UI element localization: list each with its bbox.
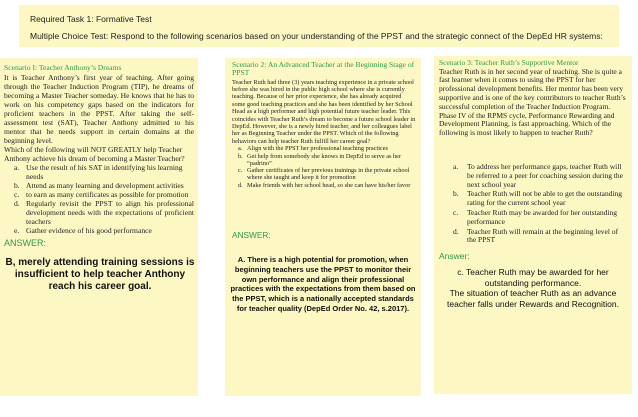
option-text: Gather certificates of her previous trainings in the private school where she taught and keep it for promotion: [247, 167, 410, 182]
option-letter: c.: [453, 207, 459, 217]
option-list: [232, 145, 416, 189]
option-item[interactable]: [4, 181, 194, 190]
option-letter: e.: [14, 226, 20, 235]
task-title: Required Task 1: Formative Test: [30, 14, 152, 24]
task-header: [19, 5, 619, 47]
answer-label: ANSWER:: [4, 238, 47, 248]
answer-label: Answer:: [439, 251, 470, 261]
option-list: [439, 163, 628, 246]
scenario-body: It is Teacher Anthony’s first year of teaching. After going through the Teacher Induction Program (TIP), he dreams of becoming a Master Teacher someday. He knows that he has to work on his competency gaps based on the indicators for proficient teachers in the PPST. After taking the self-assessment test (SAT), Teacher Anthony admitted to his mentor that he needs support in certain domains at the beginning level.: [4, 73, 194, 145]
option-letter: d.: [238, 181, 243, 189]
option-letter: a.: [14, 163, 20, 172]
option-text: to earn as many certificates as possible for promotion: [26, 190, 189, 199]
answer-text: B, merely attending training sessions is insufficient to help teacher Anthony reach his career goal.: [5, 257, 195, 292]
option-text: To address her performance gaps, teacher Ruth will be referred to a peer for coaching session during the next school year: [467, 162, 623, 189]
option-item[interactable]: [4, 163, 194, 181]
answer-text: c. Teacher Ruth may be awarded for her outstanding performance. The situation of teacher Ruth as an advance teacher falls under Rewards and Recognition.: [447, 267, 619, 309]
option-letter: c.: [14, 190, 20, 199]
scenario-question: Which of the following will NOT GREATLY help Teacher Anthony achieve his dream of becoming a Master Teacher?: [4, 145, 185, 163]
option-letter: d.: [14, 199, 20, 208]
option-text: Regularly revisit the PPST to align his professional development needs with the expectations of proficient teachers: [26, 199, 194, 226]
scenario-title: Scenario I: Teacher Anthony’s Dreams: [4, 63, 122, 72]
scenario-card-1: [0, 58, 198, 396]
option-text: Attend as many learning and development activities: [26, 181, 184, 190]
option-item[interactable]: [4, 226, 194, 235]
option-item[interactable]: [232, 182, 416, 189]
task-description: Multiple Choice Test: Respond to the following scenarios based on your understanding of the PPST and the strategic connect of the DepEd HR systems:: [30, 31, 603, 41]
option-item[interactable]: [4, 190, 194, 199]
answer-label: ANSWER:: [232, 230, 271, 240]
scenario-title: Scenario 3: Teacher Ruth’s Supportive Mentor: [439, 58, 579, 67]
option-text: Align with the PPST her professional teaching practices: [247, 145, 389, 153]
option-text: Teacher Ruth will not be able to get the outstanding rating for the current school year: [467, 189, 623, 208]
option-list: [4, 163, 194, 235]
option-text: Get help from somebody she knows in DepEd to serve as her “padrino”: [247, 152, 402, 167]
option-text: Teacher Ruth will remain at the beginning level of the PPST: [467, 226, 619, 245]
option-item[interactable]: [232, 145, 416, 152]
scenario-body: Teacher Ruth is in her second year of teaching. She is quite a fast learner when it comes to using the PPST for her professional development benefits. Her mentor has been very supportive and is one of the key contributors to teacher Ruth’s successful completion of the Teacher Induction Program. Phase IV of the RPMS cycle, Performance Rewarding and Development Planning, is fast approaching. Which of the following is most likely to happen to teacher Ruth?: [439, 66, 626, 138]
option-letter: c.: [238, 167, 243, 175]
option-item[interactable]: [439, 190, 628, 208]
scenario-body: Teacher Ruth had three (3) years teaching experience in a private school before she was hired in the public high school where she is currently teaching. Because of her prior experience, she has already acquired some good teaching practices and she has been identified by her School Head as a high performer and high potential future teacher leader. This coincides with Teacher Ruth’s dream to become a future school leader in DepEd. However, she is a newly hired teacher, and her colleagues label her as Beginning Teacher under the PPST. Which of the following behaviors can help teacher Ruth fulfill her career goal?: [232, 78, 416, 145]
option-item[interactable]: [232, 167, 416, 182]
option-text: Teacher Ruth may be awarded for her outstanding performance: [467, 207, 618, 226]
scenario-title: Scenario 2: An Advanced Teacher at the Beginning Stage of PPST: [232, 60, 415, 78]
option-item[interactable]: [439, 163, 628, 189]
scenario-card-2: [225, 58, 421, 396]
option-item[interactable]: [439, 209, 628, 227]
option-letter: a.: [238, 145, 243, 153]
option-text: Make friends with her school head, so she can have his/her favor: [247, 181, 411, 189]
option-letter: d.: [453, 226, 459, 236]
option-text: Use the result of his SAT in identifying his learning needs: [26, 163, 183, 181]
option-item[interactable]: [439, 228, 628, 246]
option-text: Gather evidence of his good performance: [26, 226, 152, 235]
option-letter: b.: [14, 181, 20, 190]
option-letter: b.: [238, 152, 243, 160]
option-item[interactable]: [4, 199, 194, 226]
option-letter: b.: [453, 189, 459, 199]
option-letter: a.: [453, 162, 459, 171]
answer-text: A. There is a high potential for promotion, when beginning teachers use the PPST to monitor their own performance and align their professional practices with the expectations from them based on the PPST, which is a nationally accepted standards for teacher quality (DepEd Order No. 42, s.2017).: [230, 255, 416, 313]
option-item[interactable]: [232, 153, 416, 168]
scenario-card-3: [434, 56, 632, 394]
